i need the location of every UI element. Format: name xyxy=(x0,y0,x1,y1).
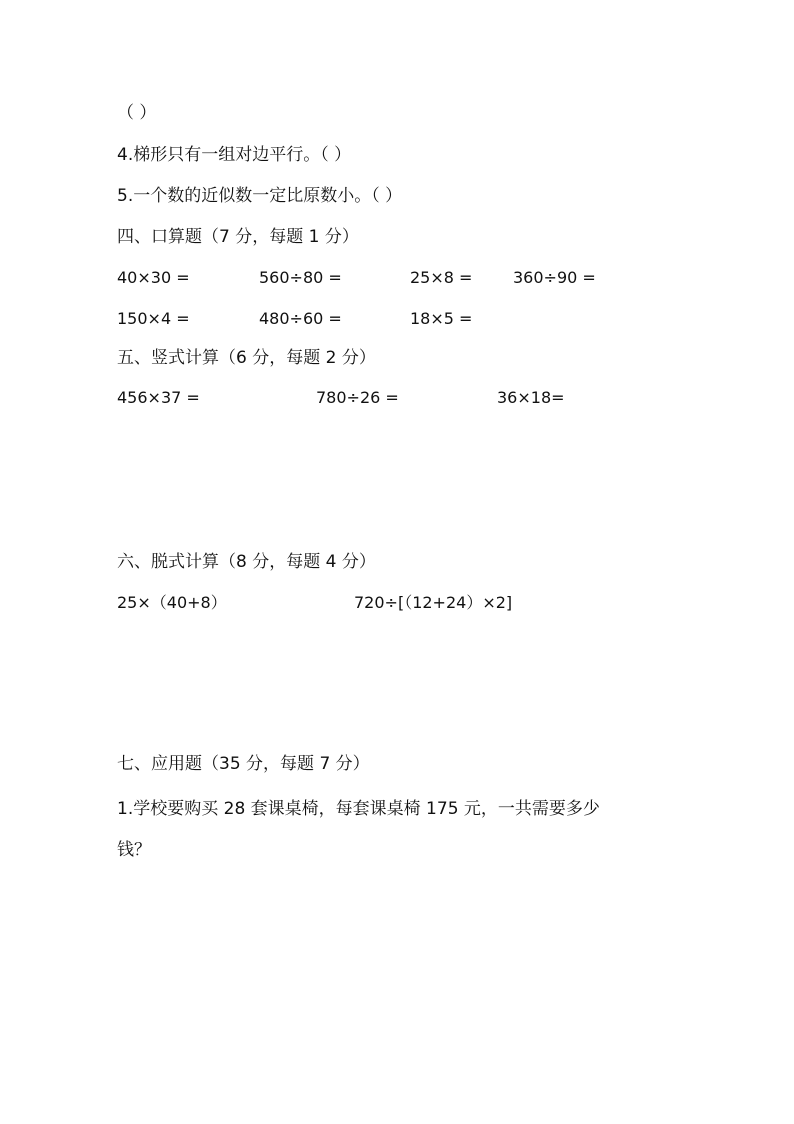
oral-problem-2: 560÷80 = xyxy=(259,268,342,287)
answer-parentheses: （ ） xyxy=(117,103,157,123)
vertical-problem-2: 780÷26 = xyxy=(316,388,399,407)
oral-problem-4: 360÷90 = xyxy=(513,268,596,287)
question-4: 4.梯形只有一组对边平行。（ ） xyxy=(117,145,352,165)
stepwise-problem-1: 25×（40+8） xyxy=(117,593,227,612)
oral-problem-1: 40×30 = xyxy=(117,268,190,287)
application-question-1-line-1: 1.学校要购买 28 套课桌椅，每套课桌椅 175 元，一共需要多少 xyxy=(117,799,600,819)
section-heading-vertical-calculation: 五、竖式计算（6 分，每题 2 分） xyxy=(117,348,376,368)
oral-problem-6: 480÷60 = xyxy=(259,309,342,328)
oral-problem-3: 25×8 = xyxy=(410,268,473,287)
question-5: 5.一个数的近似数一定比原数小。（ ） xyxy=(117,186,403,206)
stepwise-problem-2: 720÷[（12+24）×2] xyxy=(354,593,513,612)
vertical-problem-3: 36×18= xyxy=(497,388,565,407)
section-heading-oral-calculation: 四、口算题（7 分，每题 1 分） xyxy=(117,227,359,247)
oral-problem-5: 150×4 = xyxy=(117,309,190,328)
oral-problem-7: 18×5 = xyxy=(410,309,473,328)
section-heading-stepwise-calculation: 六、脱式计算（8 分，每题 4 分） xyxy=(117,552,376,572)
vertical-problem-1: 456×37 = xyxy=(117,388,200,407)
section-heading-application: 七、应用题（35 分，每题 7 分） xyxy=(117,754,370,774)
application-question-1-line-2: 钱？ xyxy=(117,840,151,860)
